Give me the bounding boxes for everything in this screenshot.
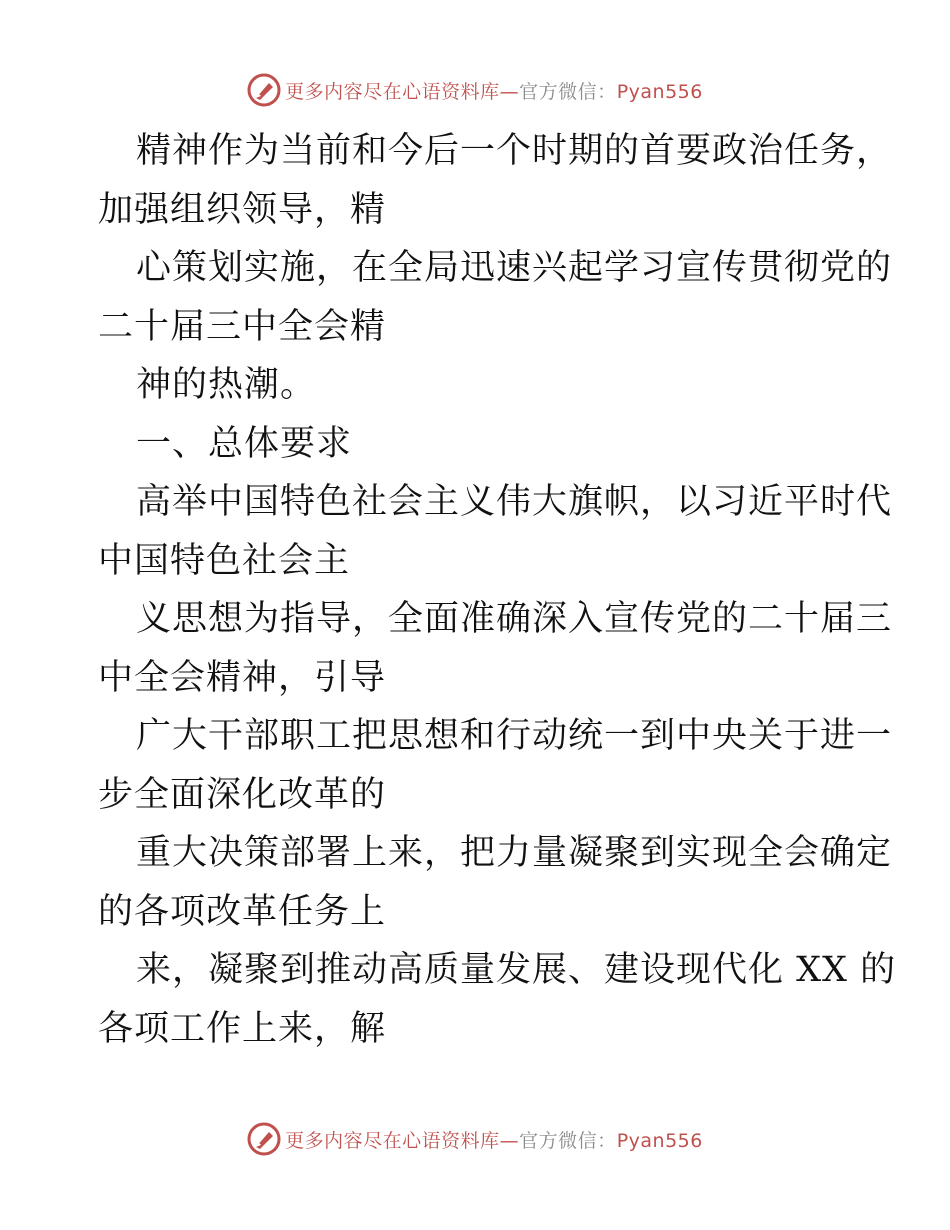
header-watermark: [0, 70, 950, 110]
watermark-wechat-id: Pyan556: [616, 1129, 703, 1152]
watermark-wechat-label: 官方微信：: [519, 80, 617, 103]
text-line: 重大决策部署上来，把力量凝聚到实现全会确定: [136, 833, 893, 873]
text-line: 高举中国特色社会主义伟大旗帜，以习近平时代: [136, 482, 893, 522]
text-line: 各项工作上来，解: [98, 1008, 387, 1049]
text-line: 中全会精神，引导: [98, 657, 387, 698]
watermark-site: 更多内容尽在心语资料库: [285, 1129, 500, 1152]
text-line: 二十届三中全会精: [98, 306, 387, 347]
watermark-separator: —: [499, 1129, 520, 1152]
text-line: 来，凝聚到推动高质量发展、建设现代化 XX 的: [136, 950, 897, 990]
text-line: 广大干部职工把思想和行动统一到中央关于进一: [136, 716, 893, 756]
watermark-separator: —: [499, 80, 520, 103]
text-line: 步全面深化改革的: [98, 774, 387, 815]
pen-nib-logo-icon: [247, 73, 281, 107]
text-line: 中国特色社会主: [98, 540, 351, 581]
watermark-wechat-id: Pyan556: [616, 80, 703, 103]
watermark-site: 更多内容尽在心语资料库: [285, 80, 500, 103]
document-body: [98, 122, 897, 1058]
pen-nib-logo-icon: [247, 1122, 281, 1156]
text-line: 神的热潮。: [136, 365, 317, 405]
footer-watermark: [0, 1119, 950, 1159]
text-line: 心策划实施，在全局迅速兴起学习宣传贯彻党的: [136, 248, 893, 288]
watermark-wechat-label: 官方微信：: [519, 1129, 617, 1152]
text-line: 义思想为指导，全面准确深入宣传党的二十届三: [136, 599, 893, 639]
text-line: 加强组织领导，精: [98, 189, 387, 230]
text-line: 的各项改革任务上: [98, 891, 387, 932]
text-line: 一、总体要求: [136, 423, 353, 464]
text-line: 精神作为当前和今后一个时期的首要政治任务，: [136, 131, 893, 171]
